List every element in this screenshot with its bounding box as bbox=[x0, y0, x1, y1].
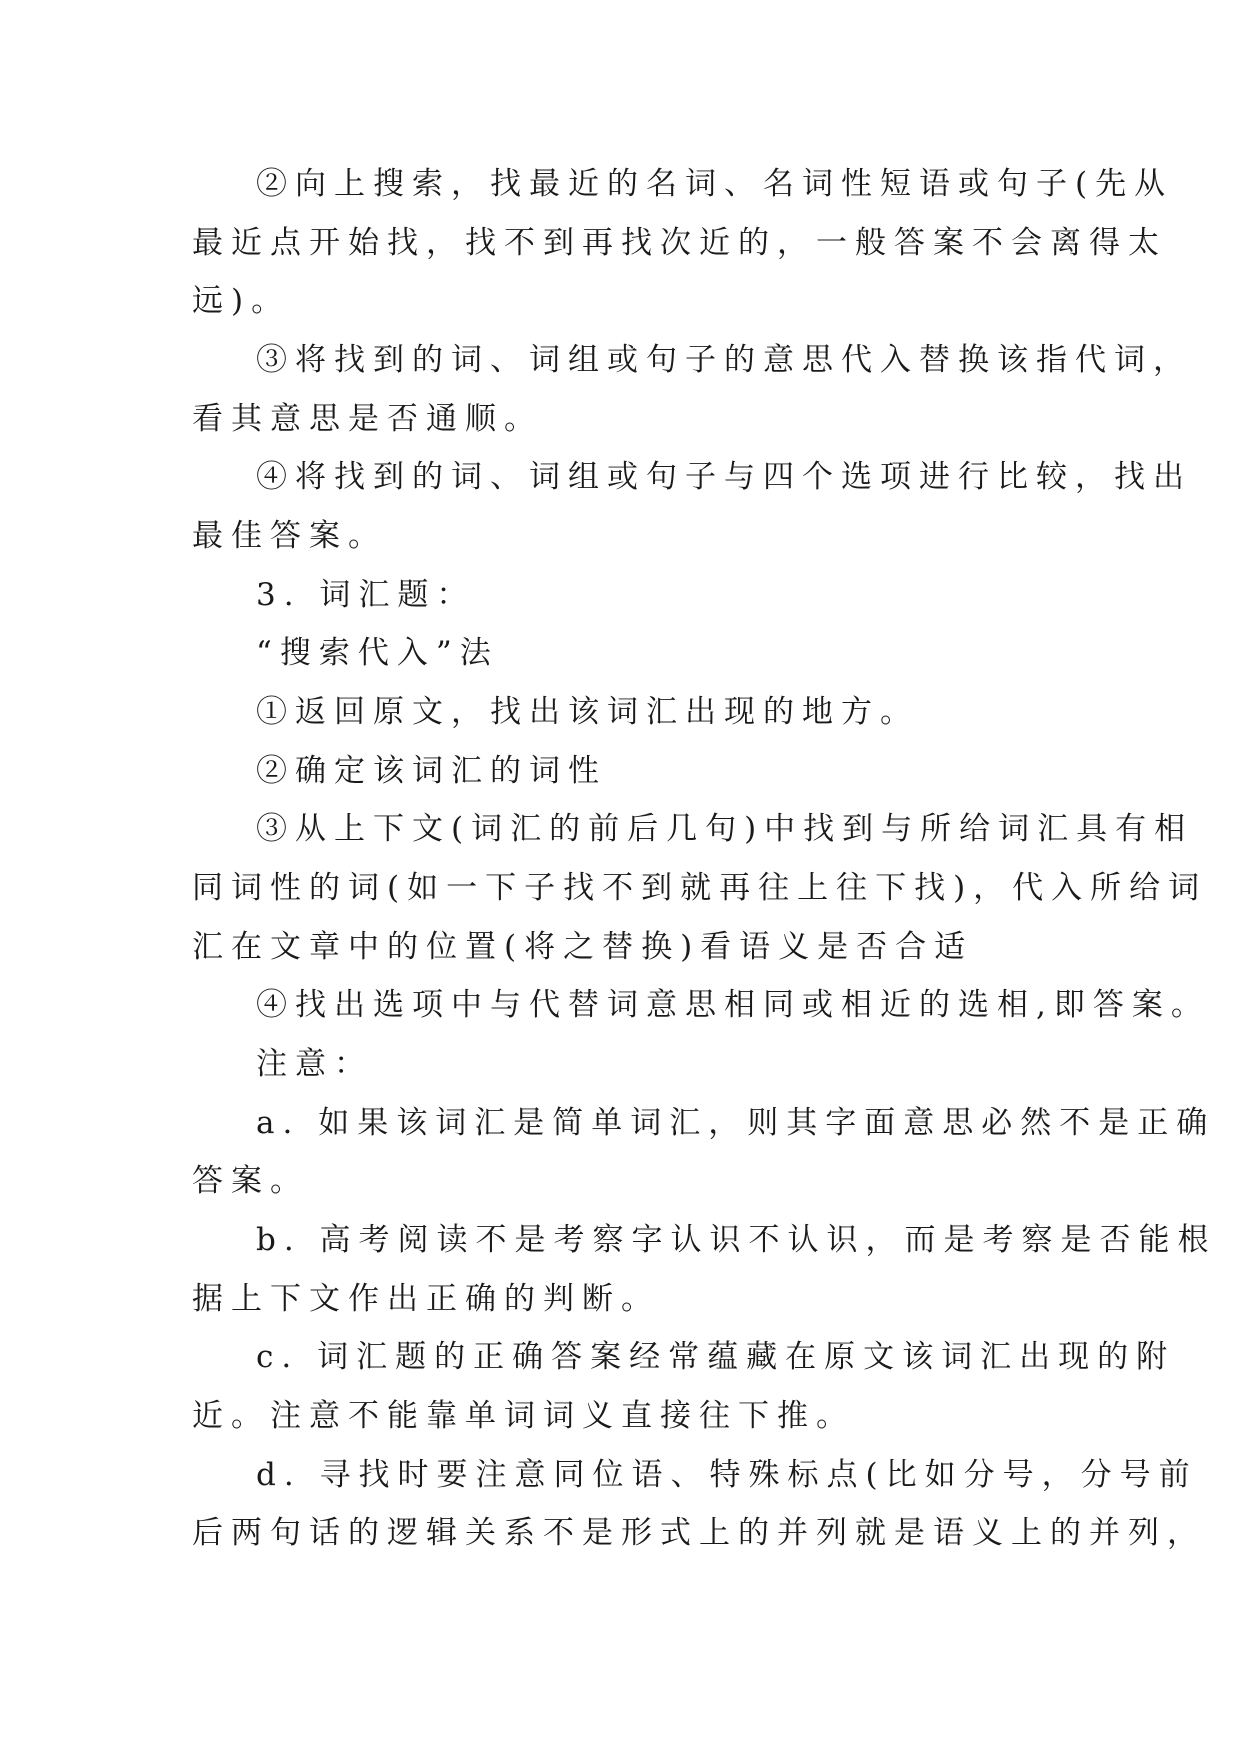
text-line: ④找出选项中与代替词意思相同或相近的选相,即答案。 bbox=[256, 987, 1210, 1023]
text-line: 近。注意不能靠单词词义直接往下推。 bbox=[192, 1398, 855, 1434]
text-line: ③从上下文(词汇的前后几句)中找到与所给词汇具有相 bbox=[256, 811, 1194, 847]
text-line: ④将找到的词、词组或句子与四个选项进行比较，找出 bbox=[256, 459, 1192, 495]
text-line: 最近点开始找，找不到再找次近的，一般答案不会离得太 bbox=[192, 225, 1167, 261]
text-line: 后两句话的逻辑关系不是形式上的并列就是语义上的并列， bbox=[192, 1515, 1206, 1551]
text-line: ③将找到的词、词组或句子的意思代入替换该指代词， bbox=[256, 342, 1192, 378]
text-line: a. 如果该词汇是简单词汇，则其字面意思必然不是正确 bbox=[256, 1105, 1216, 1141]
text-line: 远)。 bbox=[192, 283, 291, 319]
text-line: ②确定该词汇的词性 bbox=[256, 753, 607, 789]
text-line: ②向上搜索，找最近的名词、名词性短语或句子(先从 bbox=[256, 166, 1174, 202]
text-line: 最佳答案。 bbox=[192, 518, 387, 554]
text-line: d. 寻找时要注意同位语、特殊标点(比如分号，分号前 bbox=[256, 1457, 1198, 1493]
section-heading: 3. 词汇题： bbox=[256, 577, 476, 613]
method-title: “搜索代入”法 bbox=[256, 635, 499, 671]
text-line: c. 词汇题的正确答案经常蕴藏在原文该词汇出现的附 bbox=[256, 1339, 1176, 1375]
note-heading: 注意： bbox=[256, 1046, 373, 1082]
text-line: 看其意思是否通顺。 bbox=[192, 401, 543, 437]
text-line: 同词性的词(如一下子找不到就再往上往下找)，代入所给词 bbox=[192, 870, 1208, 906]
text-line: 汇在文章中的位置(将之替换)看语义是否合适 bbox=[192, 929, 974, 965]
text-line: 答案。 bbox=[192, 1163, 309, 1199]
text-line: ①返回原文，找出该词汇出现的地方。 bbox=[256, 694, 919, 730]
text-line: b. 高考阅读不是考察字认识不认识，而是考察是否能根 bbox=[256, 1222, 1217, 1258]
text-line: 据上下文作出正确的判断。 bbox=[192, 1281, 660, 1317]
